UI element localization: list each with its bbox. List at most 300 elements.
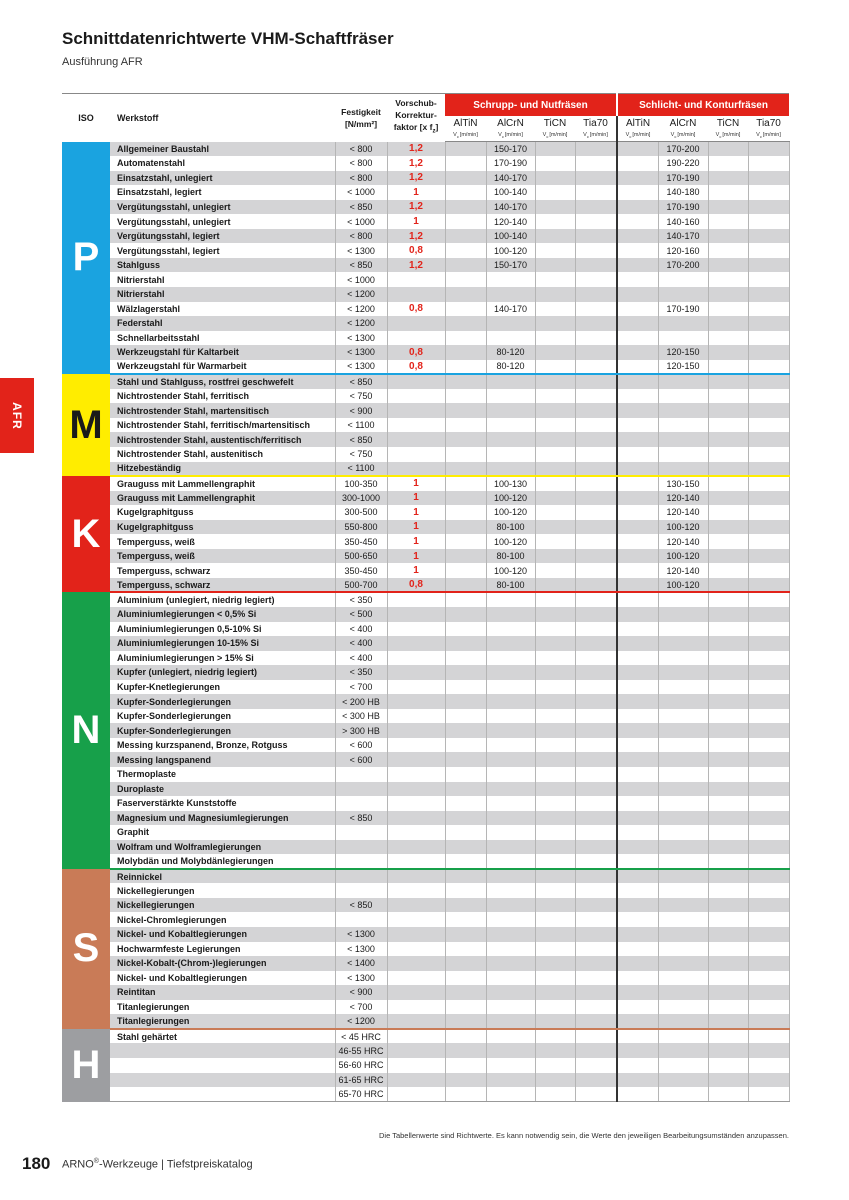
cell-vc-s4: [575, 563, 617, 578]
cell-vc-k1: [617, 287, 658, 302]
cell-werkstoff: Temperguss, weiß: [110, 549, 335, 564]
cell-festigkeit: < 300 HB: [335, 709, 387, 724]
cell-faktor: [387, 752, 445, 767]
cell-faktor: [387, 316, 445, 331]
table-row: [62, 345, 789, 360]
cell-vc-k4: [748, 738, 789, 753]
cell-vc-s4: [575, 302, 617, 317]
cell-vc-k2: [658, 811, 708, 826]
table-row: [62, 360, 789, 375]
cell-vc-k1: [617, 563, 658, 578]
cell-faktor: 1: [387, 549, 445, 564]
cell-vc-s2: [486, 927, 535, 942]
cell-vc-s2: 80-120: [486, 345, 535, 360]
cell-vc-k1: [617, 651, 658, 666]
cell-vc-s4: [575, 418, 617, 433]
cell-vc-s3: [535, 1073, 575, 1088]
cell-vc-k4: [748, 229, 789, 244]
table-row: [62, 258, 789, 273]
cell-vc-s1: [445, 956, 486, 971]
cell-vc-k1: [617, 447, 658, 462]
cell-vc-k2: 130-150: [658, 476, 708, 491]
cell-werkstoff: Molybdän und Molybdänlegierungen: [110, 854, 335, 869]
header-unit: [658, 131, 708, 142]
cell-festigkeit: [335, 854, 387, 869]
table-row: [62, 971, 789, 986]
cell-vc-s4: [575, 272, 617, 287]
cell-vc-k4: [748, 520, 789, 535]
cell-festigkeit: < 1200: [335, 316, 387, 331]
cell-faktor: [387, 636, 445, 651]
cell-vc-k3: [708, 214, 748, 229]
table-row: [62, 578, 789, 593]
cell-vc-s2: [486, 607, 535, 622]
cell-vc-s4: [575, 360, 617, 375]
cell-faktor: [387, 738, 445, 753]
table-row: [62, 1073, 789, 1088]
cell-vc-k1: [617, 796, 658, 811]
cell-vc-k4: [748, 854, 789, 869]
cell-vc-k1: [617, 1029, 658, 1044]
cell-festigkeit: < 1100: [335, 418, 387, 433]
cell-vc-s3: [535, 767, 575, 782]
cell-vc-k2: 190-220: [658, 156, 708, 171]
cell-werkstoff: Stahlguss: [110, 258, 335, 273]
header-festigkeit: [335, 94, 387, 142]
cell-vc-k2: [658, 1000, 708, 1015]
cell-vc-s1: [445, 869, 486, 884]
cell-faktor: 1: [387, 185, 445, 200]
table-row: [62, 1058, 789, 1073]
iso-letter: N: [71, 708, 101, 753]
unit-text: [m/min]: [632, 132, 651, 139]
cell-vc-k3: [708, 258, 748, 273]
cell-festigkeit: 350-450: [335, 563, 387, 578]
cell-vc-s4: [575, 403, 617, 418]
cell-vc-k4: [748, 331, 789, 346]
iso-letter: S: [72, 926, 100, 971]
cell-vc-k3: [708, 912, 748, 927]
cell-werkstoff: Nichtrostender Stahl, ferritisch: [110, 389, 335, 404]
cell-vc-k2: [658, 738, 708, 753]
cell-vc-k1: [617, 927, 658, 942]
cell-vc-s4: [575, 200, 617, 215]
cell-vc-s1: [445, 389, 486, 404]
header-unit: [617, 131, 658, 142]
cell-vc-k4: [748, 752, 789, 767]
cell-faktor: 1,2: [387, 229, 445, 244]
cell-festigkeit: < 350: [335, 665, 387, 680]
cell-vc-s4: [575, 752, 617, 767]
cell-vc-k3: [708, 331, 748, 346]
cell-vc-s1: [445, 185, 486, 200]
cell-faktor: 1: [387, 534, 445, 549]
cell-vc-s2: 100-120: [486, 505, 535, 520]
cell-vc-s1: [445, 432, 486, 447]
iso-group-s: [62, 869, 110, 1029]
cell-vc-s2: 80-100: [486, 520, 535, 535]
unit-symbol: V: [453, 132, 457, 139]
table-row: [62, 389, 789, 404]
cell-werkstoff: Titanlegierungen: [110, 1000, 335, 1015]
iso-group-h: [62, 1029, 110, 1102]
cell-vc-s3: [535, 185, 575, 200]
cell-vc-s4: [575, 694, 617, 709]
cell-vc-k4: [748, 942, 789, 957]
cell-vc-s4: [575, 840, 617, 855]
cell-vc-s4: [575, 520, 617, 535]
cell-vc-s1: [445, 578, 486, 593]
cell-werkstoff: Thermoplaste: [110, 767, 335, 782]
iso-letter: H: [71, 1042, 101, 1087]
unit-symbol: V: [670, 132, 675, 139]
cell-vc-k1: [617, 462, 658, 477]
cell-vc-s1: [445, 302, 486, 317]
cell-festigkeit: < 800: [335, 171, 387, 186]
cell-vc-k4: [748, 592, 789, 607]
cell-vc-k4: [748, 243, 789, 258]
cell-vc-k1: [617, 389, 658, 404]
cell-vc-k2: [658, 723, 708, 738]
header-vorschub-end: ]: [435, 122, 439, 133]
cell-vc-s1: [445, 665, 486, 680]
cell-festigkeit: < 750: [335, 389, 387, 404]
cell-vc-s4: [575, 1087, 617, 1102]
cell-vc-s3: [535, 694, 575, 709]
table-row: [62, 549, 789, 564]
cell-vc-k4: [748, 883, 789, 898]
cell-faktor: 0,8: [387, 360, 445, 375]
cell-vc-s3: [535, 403, 575, 418]
cell-werkstoff: Kupfer-Sonderlegierungen: [110, 723, 335, 738]
cell-vc-k3: [708, 883, 748, 898]
cell-vc-k3: [708, 229, 748, 244]
cell-vc-s1: [445, 782, 486, 797]
cell-festigkeit: < 1100: [335, 462, 387, 477]
unit-text: [m/min]: [677, 132, 696, 139]
cell-vc-k2: [658, 331, 708, 346]
cell-faktor: 1: [387, 214, 445, 229]
cell-vc-s1: [445, 462, 486, 477]
cell-vc-k1: [617, 258, 658, 273]
cell-vc-s4: [575, 447, 617, 462]
cell-faktor: [387, 287, 445, 302]
cell-vc-k4: [748, 1073, 789, 1088]
cell-vc-k1: [617, 374, 658, 389]
cell-vc-s3: [535, 287, 575, 302]
cell-vc-s3: [535, 534, 575, 549]
cell-festigkeit: < 850: [335, 898, 387, 913]
cell-vc-s3: [535, 854, 575, 869]
cell-festigkeit: 61-65 HRC: [335, 1073, 387, 1088]
table-row: [62, 592, 789, 607]
cell-werkstoff: Vergütungsstahl, legiert: [110, 243, 335, 258]
cell-vc-s4: [575, 1014, 617, 1029]
page-subtitle: Ausführung AFR: [62, 56, 143, 68]
unit-symbol: V: [715, 132, 720, 139]
cell-vc-s2: [486, 738, 535, 753]
cell-werkstoff: Kugelgraphitguss: [110, 505, 335, 520]
cell-vc-k4: [748, 171, 789, 186]
cell-vc-s3: [535, 636, 575, 651]
cell-vc-s2: [486, 912, 535, 927]
cell-vc-s4: [575, 883, 617, 898]
table-row: [62, 1087, 789, 1102]
header-group-schrupp: Schrupp- und Nutfräsen: [445, 94, 617, 117]
table-row: [62, 505, 789, 520]
cell-vc-s1: [445, 200, 486, 215]
cell-vc-k3: [708, 171, 748, 186]
table-row: [62, 636, 789, 651]
cell-vc-s1: [445, 316, 486, 331]
cell-vc-k1: [617, 432, 658, 447]
cell-vc-k3: [708, 432, 748, 447]
cell-vc-k4: [748, 345, 789, 360]
header-werkstoff: Werkstoff: [110, 94, 335, 142]
cell-vc-k2: 170-200: [658, 142, 708, 157]
cell-vc-k2: [658, 418, 708, 433]
cell-vc-k4: [748, 360, 789, 375]
cell-vc-s4: [575, 185, 617, 200]
cell-vc-s4: [575, 549, 617, 564]
page-number: 180: [22, 1154, 51, 1173]
cell-vc-s3: [535, 665, 575, 680]
cell-vc-k2: 120-160: [658, 243, 708, 258]
cell-festigkeit: < 200 HB: [335, 694, 387, 709]
table-row: [62, 709, 789, 724]
cell-vc-k2: 140-180: [658, 185, 708, 200]
cell-vc-k1: [617, 520, 658, 535]
cell-faktor: [387, 942, 445, 957]
cell-vc-s2: 80-100: [486, 549, 535, 564]
cell-vc-k1: [617, 811, 658, 826]
table-row: [62, 767, 789, 782]
cell-vc-k3: [708, 1087, 748, 1102]
cell-werkstoff: Stahl und Stahlguss, rostfrei geschwefelt: [110, 374, 335, 389]
table-row: [62, 432, 789, 447]
cell-vc-s3: [535, 592, 575, 607]
cell-werkstoff: Vergütungsstahl, unlegiert: [110, 200, 335, 215]
cell-vc-s2: 140-170: [486, 302, 535, 317]
cell-vc-k1: [617, 854, 658, 869]
cell-vc-k1: [617, 200, 658, 215]
cell-vc-s1: [445, 447, 486, 462]
cell-festigkeit: 550-800: [335, 520, 387, 535]
cell-vc-k3: [708, 680, 748, 695]
cell-vc-s2: [486, 825, 535, 840]
cell-vc-k2: [658, 374, 708, 389]
cell-vc-s3: [535, 520, 575, 535]
cell-vc-s4: [575, 738, 617, 753]
cell-vc-s3: [535, 505, 575, 520]
cell-festigkeit: < 1200: [335, 287, 387, 302]
cell-vc-s2: [486, 752, 535, 767]
cell-vc-k2: 170-190: [658, 302, 708, 317]
cell-faktor: [387, 462, 445, 477]
cell-vc-k1: [617, 607, 658, 622]
cell-vc-s4: [575, 1058, 617, 1073]
cell-vc-k4: [748, 694, 789, 709]
cell-vc-s2: [486, 651, 535, 666]
cell-vc-k2: [658, 665, 708, 680]
cell-vc-k3: [708, 971, 748, 986]
cell-werkstoff: Wälzlagerstahl: [110, 302, 335, 317]
cell-vc-s1: [445, 942, 486, 957]
cell-vc-s1: [445, 971, 486, 986]
cell-vc-k1: [617, 971, 658, 986]
cell-vc-s2: [486, 272, 535, 287]
cell-vc-s2: [486, 622, 535, 637]
table-row: [62, 491, 789, 506]
table-row: [62, 723, 789, 738]
cell-festigkeit: 56-60 HRC: [335, 1058, 387, 1073]
iso-letter: P: [72, 235, 100, 280]
cell-werkstoff: Grauguss mit Lammellengraphit: [110, 476, 335, 491]
cutting-data-table: [62, 93, 790, 1102]
cell-vc-k1: [617, 171, 658, 186]
cell-vc-k3: [708, 374, 748, 389]
cell-vc-s3: [535, 622, 575, 637]
header-coating-schrupp-4: Tia70: [575, 116, 617, 131]
cell-vc-s1: [445, 1000, 486, 1015]
unit-symbol: V: [542, 132, 547, 139]
cell-werkstoff: Hochwarmfeste Legierungen: [110, 942, 335, 957]
cell-vc-k3: [708, 782, 748, 797]
cell-werkstoff: Schnellarbeitsstahl: [110, 331, 335, 346]
header-vorschub-line3: faktor [x f: [393, 122, 433, 133]
cell-vc-k1: [617, 1073, 658, 1088]
cell-vc-s4: [575, 942, 617, 957]
cell-vc-k1: [617, 752, 658, 767]
table-row: [62, 331, 789, 346]
cell-festigkeit: [335, 883, 387, 898]
cell-vc-k3: [708, 811, 748, 826]
cell-vc-k4: [748, 403, 789, 418]
cell-vc-s2: [486, 971, 535, 986]
table-row: [62, 854, 789, 869]
cell-vc-k3: [708, 360, 748, 375]
cell-vc-k3: [708, 592, 748, 607]
table-row: [62, 171, 789, 186]
cell-festigkeit: < 600: [335, 752, 387, 767]
cell-vc-s4: [575, 854, 617, 869]
cell-werkstoff: Allgemeiner Baustahl: [110, 142, 335, 157]
cell-vc-k4: [748, 825, 789, 840]
cell-vc-s2: [486, 883, 535, 898]
cell-vc-k4: [748, 1087, 789, 1102]
cell-vc-s2: [486, 1014, 535, 1029]
header-unit: [575, 131, 617, 142]
cell-vc-s1: [445, 651, 486, 666]
cell-vc-s3: [535, 1043, 575, 1058]
table-row: [62, 694, 789, 709]
cell-vc-k4: [748, 912, 789, 927]
cell-faktor: 1: [387, 563, 445, 578]
cell-vc-k1: [617, 316, 658, 331]
cell-festigkeit: 100-350: [335, 476, 387, 491]
cell-vc-k2: 140-160: [658, 214, 708, 229]
cell-festigkeit: [335, 912, 387, 927]
table-row: [62, 156, 789, 171]
cell-vc-s2: [486, 331, 535, 346]
cell-vc-s4: [575, 142, 617, 157]
cell-vc-s3: [535, 883, 575, 898]
cell-vc-s4: [575, 258, 617, 273]
cell-vc-s2: [486, 374, 535, 389]
cell-vc-s2: 100-130: [486, 476, 535, 491]
cell-vc-k3: [708, 549, 748, 564]
footnote: Die Tabellenwerte sind Richtwerte. Es kann notwendig sein, die Werte den jeweiligen Bearbeitungsumständen anzupassen.: [379, 1131, 789, 1140]
cell-vc-s2: [486, 403, 535, 418]
cell-faktor: [387, 854, 445, 869]
cell-vc-s1: [445, 243, 486, 258]
cell-werkstoff: [110, 1073, 335, 1088]
cell-vc-k3: [708, 723, 748, 738]
cell-vc-k2: [658, 1087, 708, 1102]
cell-vc-k1: [617, 214, 658, 229]
cell-vc-s3: [535, 782, 575, 797]
cell-vc-s1: [445, 927, 486, 942]
cell-vc-k2: 120-140: [658, 534, 708, 549]
cell-vc-s1: [445, 272, 486, 287]
cell-vc-s3: [535, 432, 575, 447]
header-vorschub-sub: z: [432, 129, 436, 136]
cell-faktor: [387, 592, 445, 607]
cell-vc-k3: [708, 389, 748, 404]
cell-vc-s1: [445, 723, 486, 738]
cell-vc-k4: [748, 709, 789, 724]
cell-vc-s3: [535, 229, 575, 244]
cell-vc-k4: [748, 505, 789, 520]
cell-vc-s4: [575, 869, 617, 884]
cell-vc-k2: [658, 854, 708, 869]
cell-vc-s1: [445, 403, 486, 418]
cell-vc-s2: 100-120: [486, 563, 535, 578]
cell-faktor: [387, 651, 445, 666]
cell-werkstoff: Magnesium und Magnesiumlegierungen: [110, 811, 335, 826]
table-row: [62, 1043, 789, 1058]
cell-vc-s3: [535, 651, 575, 666]
cell-festigkeit: < 1400: [335, 956, 387, 971]
cell-vc-s4: [575, 665, 617, 680]
cell-faktor: [387, 956, 445, 971]
cell-vc-k4: [748, 447, 789, 462]
cell-vc-s4: [575, 432, 617, 447]
cell-vc-k4: [748, 622, 789, 637]
cell-werkstoff: Kupfer-Knetlegierungen: [110, 680, 335, 695]
cell-vc-s3: [535, 869, 575, 884]
cell-vc-k1: [617, 331, 658, 346]
cell-vc-s1: [445, 1029, 486, 1044]
cell-werkstoff: Nichtrostender Stahl, ferritisch/martensitisch: [110, 418, 335, 433]
cell-vc-k3: [708, 898, 748, 913]
cell-vc-s2: 100-140: [486, 229, 535, 244]
cell-vc-k4: [748, 651, 789, 666]
cell-vc-s3: [535, 927, 575, 942]
cell-vc-s2: [486, 782, 535, 797]
cell-vc-s2: 170-190: [486, 156, 535, 171]
cell-vc-s1: [445, 607, 486, 622]
cell-vc-k2: [658, 767, 708, 782]
cell-vc-s2: [486, 985, 535, 1000]
cell-vc-s4: [575, 331, 617, 346]
cell-faktor: [387, 898, 445, 913]
cell-vc-s1: [445, 636, 486, 651]
unit-symbol: V: [756, 132, 760, 139]
cell-vc-k1: [617, 665, 658, 680]
side-tab-afr: [0, 378, 34, 453]
cell-vc-k3: [708, 1043, 748, 1058]
